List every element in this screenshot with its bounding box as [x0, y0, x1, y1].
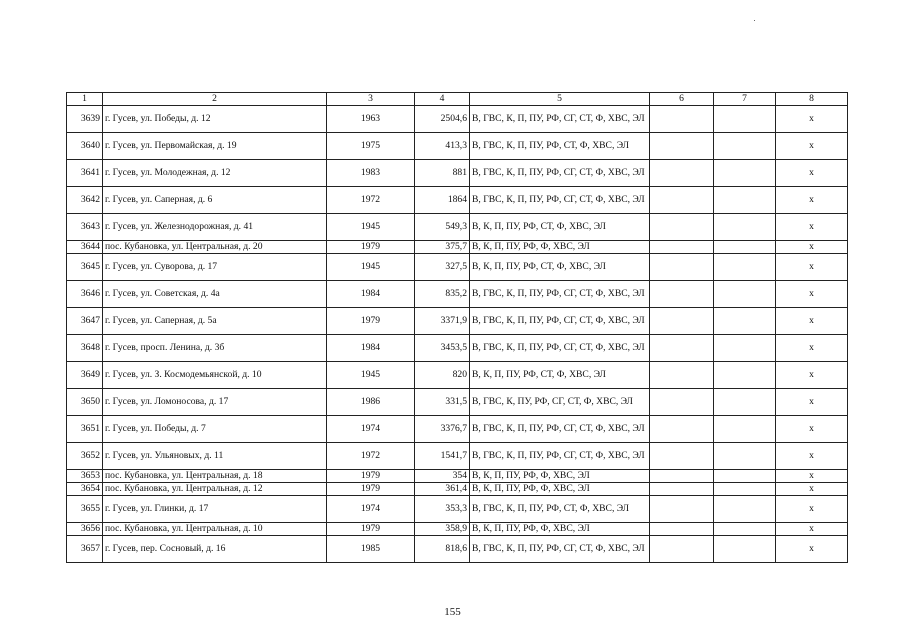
table-row: [67, 281, 848, 308]
cell-year-built: 1979: [327, 241, 415, 254]
table-row: [67, 254, 848, 281]
cell-address: г. Гусев, ул. Победы, д. 12: [103, 106, 327, 133]
cell-mark: х: [776, 160, 848, 187]
cell-column-6: [650, 523, 714, 536]
cell-area: 354: [415, 470, 470, 483]
cell-column-7: [714, 362, 776, 389]
cell-column-6: [650, 496, 714, 523]
cell-area: 358,9: [415, 523, 470, 536]
table-row: [67, 416, 848, 443]
cell-row-number: 3642: [67, 187, 103, 214]
cell-address: г. Гусев, просп. Ленина, д. 3б: [103, 335, 327, 362]
cell-mark: х: [776, 187, 848, 214]
cell-column-7: [714, 335, 776, 362]
table-row: [67, 483, 848, 496]
cell-area: 331,5: [415, 389, 470, 416]
cell-mark: х: [776, 443, 848, 470]
cell-column-6: [650, 187, 714, 214]
cell-column-7: [714, 214, 776, 241]
cell-year-built: 1974: [327, 496, 415, 523]
table-row: [67, 214, 848, 241]
cell-year-built: 1979: [327, 523, 415, 536]
cell-address: г. Гусев, ул. Первомайская, д. 19: [103, 133, 327, 160]
table-row: [67, 443, 848, 470]
cell-year-built: 1945: [327, 254, 415, 281]
cell-mark: х: [776, 241, 848, 254]
cell-area: 1864: [415, 187, 470, 214]
cell-row-number: 3653: [67, 470, 103, 483]
table-row: [67, 335, 848, 362]
cell-column-7: [714, 523, 776, 536]
cell-row-number: 3644: [67, 241, 103, 254]
cell-services: В, ГВС, К, ПУ, РФ, СГ, СТ, Ф, ХВС, ЭЛ: [470, 389, 650, 416]
cell-column-6: [650, 536, 714, 563]
cell-column-7: [714, 241, 776, 254]
cell-column-7: [714, 133, 776, 160]
cell-address: пос. Кубановка, ул. Центральная, д. 10: [103, 523, 327, 536]
cell-mark: х: [776, 536, 848, 563]
cell-column-6: [650, 308, 714, 335]
cell-year-built: 1984: [327, 281, 415, 308]
scan-speck: [754, 20, 755, 21]
cell-services: В, ГВС, К, П, ПУ, РФ, СТ, Ф, ХВС, ЭЛ: [470, 133, 650, 160]
cell-column-7: [714, 308, 776, 335]
cell-mark: х: [776, 308, 848, 335]
cell-services: В, К, П, ПУ, РФ, СТ, Ф, ХВС, ЭЛ: [470, 254, 650, 281]
cell-column-6: [650, 335, 714, 362]
cell-column-6: [650, 133, 714, 160]
cell-row-number: 3650: [67, 389, 103, 416]
table-row: [67, 523, 848, 536]
cell-column-6: [650, 254, 714, 281]
cell-column-7: [714, 187, 776, 214]
cell-mark: х: [776, 254, 848, 281]
cell-address: г. Гусев, пер. Сосновый, д. 16: [103, 536, 327, 563]
cell-area: 413,3: [415, 133, 470, 160]
cell-year-built: 1985: [327, 536, 415, 563]
cell-address: г. Гусев, ул. Саперная, д. 6: [103, 187, 327, 214]
cell-area: 820: [415, 362, 470, 389]
cell-address: г. Гусев, ул. Молодежная, д. 12: [103, 160, 327, 187]
table-row: [67, 536, 848, 563]
cell-area: 881: [415, 160, 470, 187]
cell-row-number: 3654: [67, 483, 103, 496]
cell-row-number: 3647: [67, 308, 103, 335]
cell-year-built: 1945: [327, 362, 415, 389]
cell-column-6: [650, 362, 714, 389]
cell-area: 3371,9: [415, 308, 470, 335]
cell-address: г. Гусев, ул. Глинки, д. 17: [103, 496, 327, 523]
cell-column-7: [714, 106, 776, 133]
page-number: 155: [444, 606, 461, 618]
cell-services: В, К, П, ПУ, РФ, Ф, ХВС, ЭЛ: [470, 470, 650, 483]
table-row: [67, 389, 848, 416]
column-header-8: 8: [776, 93, 848, 106]
cell-year-built: 1963: [327, 106, 415, 133]
cell-column-6: [650, 214, 714, 241]
table-row: [67, 470, 848, 483]
cell-column-6: [650, 281, 714, 308]
cell-address: пос. Кубановка, ул. Центральная, д. 20: [103, 241, 327, 254]
cell-services: В, ГВС, К, П, ПУ, РФ, СГ, СТ, Ф, ХВС, ЭЛ: [470, 106, 650, 133]
cell-year-built: 1986: [327, 389, 415, 416]
table-row: [67, 106, 848, 133]
table-header-row: [67, 93, 848, 106]
cell-column-7: [714, 496, 776, 523]
cell-services: В, К, П, ПУ, РФ, СТ, Ф, ХВС, ЭЛ: [470, 362, 650, 389]
cell-year-built: 1945: [327, 214, 415, 241]
cell-services: В, ГВС, К, П, ПУ, РФ, СГ, СТ, Ф, ХВС, ЭЛ: [470, 187, 650, 214]
column-header-7: 7: [714, 93, 776, 106]
cell-area: 3376,7: [415, 416, 470, 443]
table-row: [67, 308, 848, 335]
cell-year-built: 1979: [327, 308, 415, 335]
cell-address: г. Гусев, ул. Ломоносова, д. 17: [103, 389, 327, 416]
cell-column-7: [714, 281, 776, 308]
cell-mark: х: [776, 470, 848, 483]
cell-area: 375,7: [415, 241, 470, 254]
cell-mark: х: [776, 496, 848, 523]
cell-mark: х: [776, 362, 848, 389]
cell-column-6: [650, 106, 714, 133]
cell-column-6: [650, 241, 714, 254]
cell-column-7: [714, 416, 776, 443]
table-row: [67, 241, 848, 254]
cell-mark: х: [776, 523, 848, 536]
cell-services: В, ГВС, К, П, ПУ, РФ, СГ, СТ, Ф, ХВС, ЭЛ: [470, 443, 650, 470]
cell-column-6: [650, 470, 714, 483]
housing-registry-table: [66, 92, 848, 563]
cell-address: г. Гусев, ул. Советская, д. 4а: [103, 281, 327, 308]
cell-column-7: [714, 470, 776, 483]
cell-year-built: 1972: [327, 187, 415, 214]
cell-column-6: [650, 443, 714, 470]
cell-row-number: 3646: [67, 281, 103, 308]
cell-year-built: 1979: [327, 470, 415, 483]
cell-year-built: 1975: [327, 133, 415, 160]
cell-area: 549,3: [415, 214, 470, 241]
cell-column-7: [714, 536, 776, 563]
cell-column-6: [650, 416, 714, 443]
table-body: [67, 106, 848, 563]
cell-row-number: 3643: [67, 214, 103, 241]
cell-services: В, ГВС, К, П, ПУ, РФ, СГ, СТ, Ф, ХВС, ЭЛ: [470, 416, 650, 443]
cell-area: 3453,5: [415, 335, 470, 362]
cell-area: 361,4: [415, 483, 470, 496]
cell-services: В, К, П, ПУ, РФ, Ф, ХВС, ЭЛ: [470, 483, 650, 496]
table-row: [67, 133, 848, 160]
cell-address: г. Гусев, ул. Ульяновых, д. 11: [103, 443, 327, 470]
cell-column-7: [714, 254, 776, 281]
cell-address: пос. Кубановка, ул. Центральная, д. 18: [103, 470, 327, 483]
cell-mark: х: [776, 106, 848, 133]
cell-address: г. Гусев, ул. Железнодорожная, д. 41: [103, 214, 327, 241]
cell-address: г. Гусев, ул. Саперная, д. 5а: [103, 308, 327, 335]
cell-services: В, ГВС, К, П, ПУ, РФ, СГ, СТ, Ф, ХВС, ЭЛ: [470, 308, 650, 335]
column-header-5: 5: [470, 93, 650, 106]
cell-mark: х: [776, 335, 848, 362]
cell-column-6: [650, 389, 714, 416]
column-header-6: 6: [650, 93, 714, 106]
cell-area: 327,5: [415, 254, 470, 281]
cell-row-number: 3657: [67, 536, 103, 563]
cell-row-number: 3649: [67, 362, 103, 389]
cell-services: В, К, П, ПУ, РФ, Ф, ХВС, ЭЛ: [470, 241, 650, 254]
cell-column-6: [650, 483, 714, 496]
cell-address: пос. Кубановка, ул. Центральная, д. 12: [103, 483, 327, 496]
cell-mark: х: [776, 483, 848, 496]
cell-mark: х: [776, 416, 848, 443]
cell-column-7: [714, 443, 776, 470]
cell-address: г. Гусев, ул. Суворова, д. 17: [103, 254, 327, 281]
cell-services: В, ГВС, К, П, ПУ, РФ, СТ, Ф, ХВС, ЭЛ: [470, 496, 650, 523]
cell-year-built: 1974: [327, 416, 415, 443]
cell-mark: х: [776, 214, 848, 241]
cell-column-7: [714, 160, 776, 187]
cell-row-number: 3655: [67, 496, 103, 523]
cell-services: В, ГВС, К, П, ПУ, РФ, СГ, СТ, Ф, ХВС, ЭЛ: [470, 335, 650, 362]
cell-mark: х: [776, 133, 848, 160]
cell-area: 1541,7: [415, 443, 470, 470]
cell-row-number: 3652: [67, 443, 103, 470]
cell-area: 835,2: [415, 281, 470, 308]
cell-services: В, ГВС, К, П, ПУ, РФ, СГ, СТ, Ф, ХВС, ЭЛ: [470, 160, 650, 187]
table-row: [67, 160, 848, 187]
cell-row-number: 3648: [67, 335, 103, 362]
cell-services: В, К, П, ПУ, РФ, СТ, Ф, ХВС, ЭЛ: [470, 214, 650, 241]
cell-year-built: 1979: [327, 483, 415, 496]
cell-services: В, ГВС, К, П, ПУ, РФ, СГ, СТ, Ф, ХВС, ЭЛ: [470, 536, 650, 563]
cell-row-number: 3656: [67, 523, 103, 536]
cell-year-built: 1972: [327, 443, 415, 470]
cell-year-built: 1984: [327, 335, 415, 362]
cell-column-7: [714, 483, 776, 496]
cell-services: В, К, П, ПУ, РФ, Ф, ХВС, ЭЛ: [470, 523, 650, 536]
column-header-3: 3: [327, 93, 415, 106]
cell-area: 353,3: [415, 496, 470, 523]
cell-row-number: 3641: [67, 160, 103, 187]
cell-row-number: 3651: [67, 416, 103, 443]
cell-address: г. Гусев, ул. Победы, д. 7: [103, 416, 327, 443]
cell-row-number: 3645: [67, 254, 103, 281]
column-header-1: 1: [67, 93, 103, 106]
cell-mark: х: [776, 281, 848, 308]
cell-mark: х: [776, 389, 848, 416]
table-row: [67, 187, 848, 214]
cell-row-number: 3640: [67, 133, 103, 160]
cell-year-built: 1983: [327, 160, 415, 187]
cell-row-number: 3639: [67, 106, 103, 133]
column-header-4: 4: [415, 93, 470, 106]
cell-services: В, ГВС, К, П, ПУ, РФ, СГ, СТ, Ф, ХВС, ЭЛ: [470, 281, 650, 308]
cell-area: 818,6: [415, 536, 470, 563]
column-header-2: 2: [103, 93, 327, 106]
cell-address: г. Гусев, ул. З. Космодемьянской, д. 10: [103, 362, 327, 389]
table-row: [67, 362, 848, 389]
cell-column-6: [650, 160, 714, 187]
cell-area: 2504,6: [415, 106, 470, 133]
cell-column-7: [714, 389, 776, 416]
table-row: [67, 496, 848, 523]
